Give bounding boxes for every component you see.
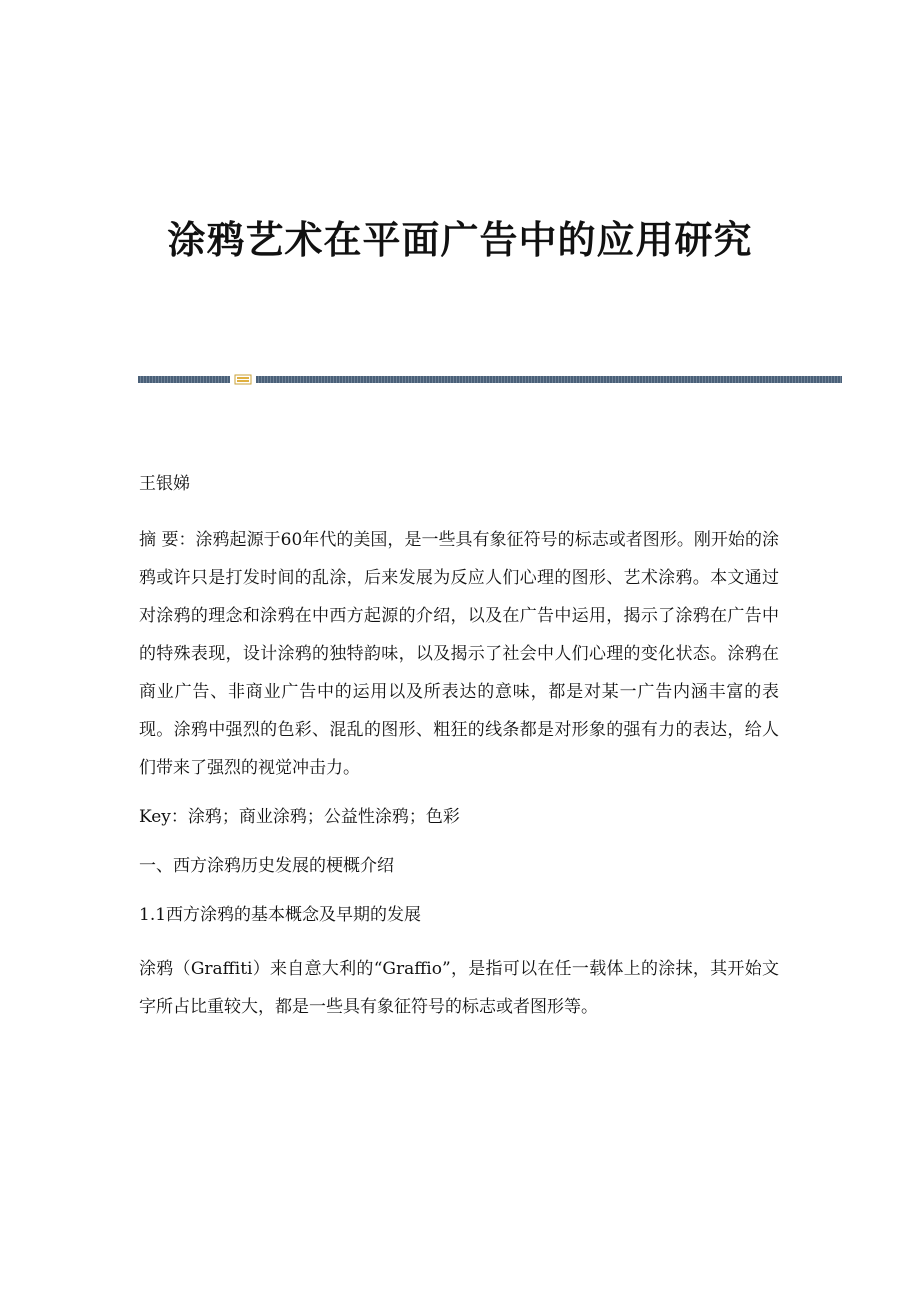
divider-bar-right	[256, 376, 842, 383]
body-paragraph: 涂鸦（Graffiti）来自意大利的“Graffio”，是指可以在任一载体上的涂抹，其开始文字所占比重较大，都是一些具有象征符号的标志或者图形等。	[139, 959, 779, 1017]
document-title: 涂鸦艺术在平面广告中的应用研究	[167, 217, 753, 262]
section-heading: 一、西方涂鸦历史发展的梗概介绍	[139, 856, 394, 876]
divider-bar-left	[138, 376, 230, 383]
keywords-line: Key：涂鸦；商业涂鸦；公益性涂鸦；色彩	[139, 807, 460, 827]
author-name: 王银娣	[139, 474, 190, 494]
divider-ornament-icon	[234, 374, 252, 385]
document-body	[139, 470, 779, 1046]
title-divider	[138, 374, 842, 386]
abstract-paragraph: 摘 要：涂鸦起源于60年代的美国，是一些具有象征符号的标志或者图形。刚开始的涂鸦或许只是打发时间的乱涂，后来发展为反应人们心理的图形、艺术涂鸦。本文通过对涂鸦的理念和涂鸦在中西方起源的介绍，以及在广告中运用，揭示了涂鸦在广告中的特殊表现，设计涂鸦的独特韵味，以及揭示了社会中人们心理的变化状态。涂鸦在商业广告、非商业广告中的运用以及所表达的意味，都是对某一广告内涵丰富的表现。涂鸦中强烈的色彩、混乱的图形、粗狂的线条都是对形象的强有力的表达，给人们带来了强烈的视觉冲击力。	[139, 530, 779, 778]
subsection-heading: 1.1西方涂鸦的基本概念及早期的发展	[139, 905, 422, 925]
